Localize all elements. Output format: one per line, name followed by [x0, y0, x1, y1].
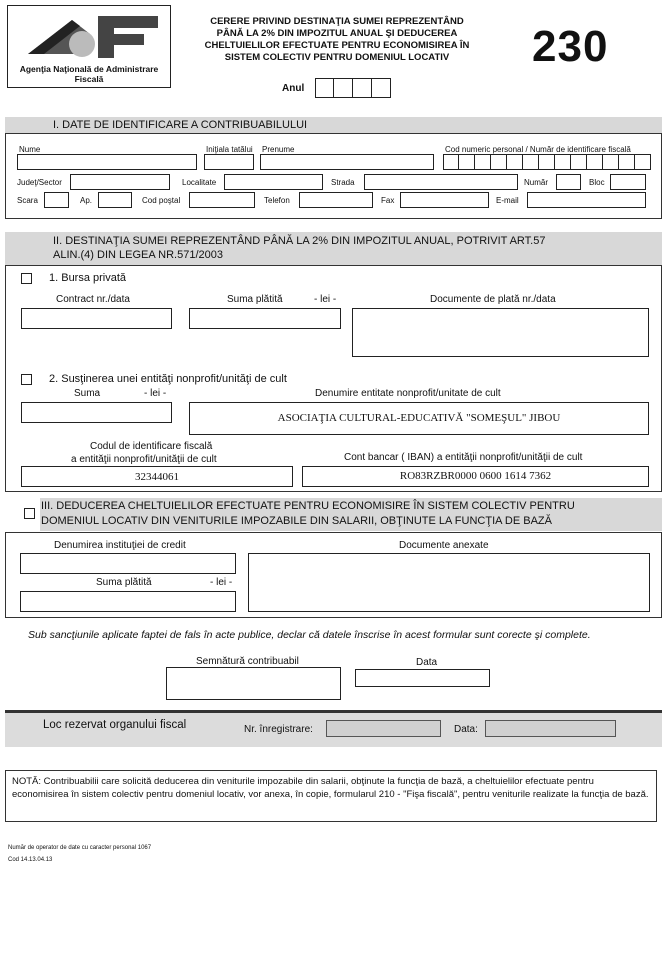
note-box: [5, 770, 657, 822]
email-label: E-mail: [496, 196, 519, 205]
fiscal-data-label: Data:: [454, 724, 478, 735]
section3-title-line1: III. DEDUCEREA CHELTUIELILOR EFECTUATE PENTRU ECONOMISIRE ÎN SISTEM COLECTIV PENTRU: [41, 500, 575, 512]
section2-title-line2: ALIN.(4) DIN LEGEA NR.571/2003: [53, 249, 223, 261]
denumire-label: Denumire entitate nonprofit/unitate de cult: [315, 388, 501, 399]
ap-label: Ap.: [80, 196, 93, 205]
declaration-text: Sub sancţiunile aplicate faptei de fals în acte publice, declar că datele înscrise în acest formular sunt corecte şi complete.: [28, 629, 591, 641]
signature-field[interactable]: [166, 667, 341, 700]
signature-label: Semnătură contribuabil: [196, 656, 299, 667]
fiscal-nr-field[interactable]: [326, 720, 441, 737]
denumire-field[interactable]: [189, 402, 649, 435]
cif-label-line2: a entităţii nonprofit/unităţii de cult: [71, 454, 217, 465]
bloc-field[interactable]: [610, 174, 646, 190]
institutie-label: Denumirea instituţiei de credit: [54, 540, 186, 551]
ap-field[interactable]: [98, 192, 132, 208]
bursa-documente-label: Documente de plată nr./data: [430, 294, 556, 305]
entitate-lei-label: - lei -: [144, 388, 167, 399]
form-code: Cod 14.13.04.13: [8, 857, 53, 863]
bursa-documente-field[interactable]: [352, 308, 649, 357]
cnp-field[interactable]: [443, 154, 651, 170]
prenume-field[interactable]: [260, 154, 434, 170]
cif-label-line1: Codul de identificare fiscală: [90, 441, 213, 452]
form-title: CERERE PRIVIND DESTINAŢIA SUMEI REPREZENTÂND PÂNĂ LA 2% DIN IMPOZITUL ANUAL ŞI DEDUCEREA CHELTUIELILOR EFECTUATE PENTRU ECONOMISIREA ÎN SISTEM COLECTIV PENTRU DOMENIUL LOCATIV: [204, 16, 470, 63]
entitate-title: 2. Susţinerea unei entităţi nonprofit/unităţi de cult: [49, 373, 287, 385]
section1-title: I. DATE DE IDENTIFICARE A CONTRIBUABILULUI: [53, 119, 308, 131]
date-label: Data: [416, 657, 438, 668]
cod-postal-field[interactable]: [189, 192, 255, 208]
strada-field[interactable]: [364, 174, 518, 190]
agency-logo: [7, 5, 171, 88]
fax-label: Fax: [381, 196, 395, 205]
numar-field[interactable]: [556, 174, 581, 190]
cod-postal-label: Cod poştal: [142, 196, 181, 205]
contract-label: Contract nr./data: [56, 294, 130, 305]
denumire-value: ASOCIAŢIA CULTURAL-EDUCATIVĂ "SOMEŞUL" JIBOU: [277, 412, 561, 424]
initiala-label: Iniţiala tatălui: [206, 145, 253, 154]
fiscal-data-field[interactable]: [485, 720, 616, 737]
section2-title-line1: II. DESTINAŢIA SUMEI REPREZENTÂND PÂNĂ LA 2% DIN IMPOZITUL ANUAL, POTRIVIT ART.57: [53, 235, 546, 247]
section3-documente-field[interactable]: [248, 553, 650, 612]
initiala-field[interactable]: [204, 154, 254, 170]
form-number: 230: [532, 22, 609, 71]
numar-label: Număr: [524, 178, 549, 187]
nume-field[interactable]: [17, 154, 197, 170]
fax-field[interactable]: [400, 192, 489, 208]
agency-logo-caption: Agenţia Naţională de Administrare Fiscală: [19, 64, 159, 84]
bursa-lei-label: - lei -: [314, 294, 337, 305]
section3-documente-label: Documente anexate: [399, 540, 489, 551]
entitate-checkbox[interactable]: [21, 374, 32, 385]
note-text: NOTĂ: Contribuabilii care solicită deducerea din veniturile impozabile din salarii, obţinute la funcţia de bază, a cheltuielilor efectuate pentru economisirea în sistem colectiv pentru domeniul locativ, vor anexa, în copie, formularul 210 - "Fişa fiscală", pentru veniturile realizate la funcţia de bază.: [12, 776, 649, 800]
year-input[interactable]: [315, 78, 391, 98]
contract-field[interactable]: [21, 308, 172, 329]
scara-field[interactable]: [44, 192, 69, 208]
year-label: Anul: [282, 83, 305, 94]
section3-checkbox[interactable]: [24, 508, 35, 519]
bursa-suma-label: Suma plătită: [227, 294, 283, 305]
section3-lei-label: - lei -: [210, 577, 233, 588]
entitate-suma-field[interactable]: [21, 402, 172, 423]
localitate-label: Localitate: [182, 178, 217, 187]
cif-field[interactable]: [21, 466, 293, 487]
institutie-field[interactable]: [20, 553, 236, 574]
section3-suma-label: Suma plătită: [96, 577, 152, 588]
bloc-label: Bloc: [589, 178, 605, 187]
operator-number: Număr de operator de date cu caracter personal 1067: [8, 845, 152, 851]
cnp-label: Cod numeric personal / Număr de identificare fiscală: [445, 145, 631, 154]
section3-suma-field[interactable]: [20, 591, 236, 612]
iban-value: RO83RZBR0000 0600 1614 7362: [399, 470, 552, 482]
email-field[interactable]: [527, 192, 646, 208]
fiscal-title: Loc rezervat organului fiscal: [43, 719, 187, 731]
iban-label: Cont bancar ( IBAN) a entităţii nonprofit/unităţii de cult: [344, 452, 583, 463]
bursa-suma-field[interactable]: [189, 308, 341, 329]
localitate-field[interactable]: [224, 174, 323, 190]
bursa-title: 1. Bursa privată: [49, 272, 127, 284]
entitate-suma-label: Suma: [74, 388, 101, 399]
section3-title-line2: DOMENIUL LOCATIV DIN VENITURILE IMPOZABILE DIN SALARII, OBŢINUTE LA FUNCŢIA DE BAZĂ: [41, 515, 552, 527]
telefon-field[interactable]: [299, 192, 373, 208]
telefon-label: Telefon: [264, 196, 290, 205]
cif-value: 32344061: [135, 471, 179, 483]
scara-label: Scara: [17, 196, 38, 205]
iban-field[interactable]: [302, 466, 649, 487]
judet-field[interactable]: [70, 174, 170, 190]
prenume-label: Prenume: [262, 145, 295, 154]
fiscal-nr-label: Nr. înregistrare:: [244, 724, 313, 735]
judet-label: Judeţ/Sector: [17, 178, 62, 187]
agency-logo-graphic: [14, 10, 164, 64]
date-field[interactable]: [355, 669, 490, 687]
bursa-checkbox[interactable]: [21, 273, 32, 284]
nume-label: Nume: [19, 145, 41, 154]
strada-label: Strada: [331, 178, 355, 187]
